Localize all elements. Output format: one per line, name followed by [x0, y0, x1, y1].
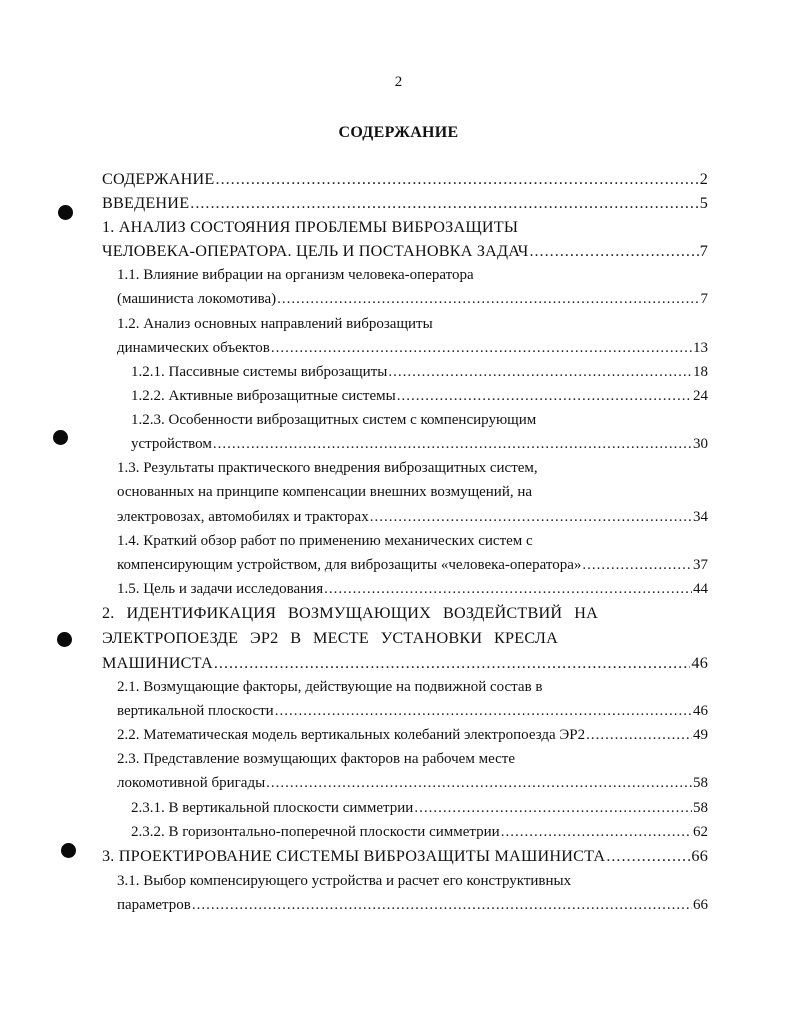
toc-entry-text: ВВЕДЕНИЕ — [102, 194, 190, 212]
toc-leader — [501, 821, 692, 843]
toc-entry-text: 3. ПРОЕКТИРОВАНИЕ СИСТЕМЫ ВИБРОЗАЩИТЫ МАШИНИСТА — [102, 847, 606, 865]
toc-entry-text: 2.2. Математическая модель вертикальных колебаний электропоезда ЭР2 — [117, 727, 586, 743]
toc-entry-text: 1.5. Цель и задачи исследования — [117, 581, 324, 597]
toc-entry-text: 1.4. Краткий обзор работ по применению механических систем с — [117, 533, 533, 549]
toc-entry-text: параметров — [117, 897, 191, 913]
toc-leader — [388, 361, 692, 383]
toc-leader — [414, 797, 692, 819]
punch-hole — [58, 205, 73, 220]
toc-leader — [277, 288, 699, 310]
toc-entry[interactable] — [117, 772, 708, 794]
toc-entry-text: 1. АНАЛИЗ СОСТОЯНИЯ ПРОБЛЕМЫ ВИБРОЗАЩИТЫ — [102, 218, 519, 236]
toc-leader — [606, 845, 690, 867]
toc-entry[interactable] — [117, 870, 708, 892]
toc-leader — [192, 894, 692, 916]
toc-entry-text: компенсирующим устройством, для виброзащиты «человека-оператора» — [117, 557, 582, 573]
toc-entry[interactable] — [117, 288, 708, 310]
toc-entry-text: вертикальной плоскости — [117, 703, 274, 719]
toc-entry-page: 18 — [693, 364, 708, 380]
toc-entry-text: 1.2.1. Пассивные системы виброзащиты — [131, 364, 388, 380]
toc-entry-text: МАШИНИСТА — [102, 654, 213, 672]
toc-leader — [190, 192, 698, 214]
toc-entry[interactable] — [117, 724, 708, 746]
toc-entry[interactable] — [117, 894, 708, 916]
punch-hole — [57, 632, 72, 647]
toc-entry-page: 44 — [693, 581, 708, 597]
toc-entry-page: 5 — [699, 194, 708, 212]
toc-entry[interactable] — [102, 240, 708, 262]
toc-entry-text: 1.2.3. Особенности виброзащитных систем с компенсирующим — [131, 412, 537, 428]
punch-hole — [61, 843, 76, 858]
toc-entry-text: СОДЕРЖАНИЕ — [102, 170, 215, 188]
toc-entry-page: 7 — [700, 291, 708, 307]
toc-leader — [266, 772, 692, 794]
toc-entry[interactable] — [117, 578, 708, 600]
toc-leader — [213, 433, 692, 455]
toc-entry[interactable] — [102, 192, 708, 214]
toc-entry-text: 1.1. Влияние вибрации на организм человека-оператора — [117, 267, 474, 283]
toc-entry-text: электровозах, автомобилях и тракторах — [117, 509, 369, 525]
toc-entry[interactable] — [117, 506, 708, 528]
toc-entry-page: 58 — [693, 775, 708, 791]
toc-entry-page: 66 — [691, 847, 708, 865]
toc-entry[interactable] — [117, 481, 708, 503]
toc-entry-page: 58 — [693, 800, 708, 816]
toc-leader — [324, 578, 692, 600]
toc-entry[interactable] — [102, 845, 708, 867]
toc-entry-text: 2.3.1. В вертикальной плоскости симметрии — [131, 800, 414, 816]
page-number: 2 — [394, 74, 403, 90]
punch-hole — [53, 430, 68, 445]
toc-entry[interactable] — [102, 652, 708, 674]
toc-entry-page: 66 — [693, 897, 708, 913]
toc-entry[interactable] — [131, 821, 708, 843]
toc-entry[interactable] — [117, 748, 708, 770]
toc-entry[interactable] — [117, 530, 708, 552]
toc-entry-text: основанных на принципе компенсации внешних возмущений, на — [117, 484, 533, 500]
toc-entry-page: 46 — [693, 703, 708, 719]
toc-entry-text: устройством — [131, 436, 212, 452]
toc-entry-text: 1.2. Анализ основных направлений виброзащиты — [117, 316, 433, 332]
toc-entry-text: 2. ИДЕНТИФИКАЦИЯ ВОЗМУЩАЮЩИХ ВОЗДЕЙСТВИЙ НА — [102, 604, 598, 622]
toc-entry-text: 2.3.2. В горизонтально-поперечной плоскости симметрии — [131, 824, 500, 840]
toc-entry[interactable] — [117, 264, 708, 286]
page-title: СОДЕРЖАНИЕ — [338, 124, 459, 141]
toc-entry[interactable] — [117, 337, 708, 359]
toc-entry-page: 7 — [699, 242, 708, 260]
toc-entry-text: 2.3. Представление возмущающих факторов на рабочем месте — [117, 751, 515, 767]
toc-entry-page: 37 — [693, 557, 708, 573]
toc-leader — [582, 554, 692, 576]
toc-leader — [216, 168, 699, 190]
toc-leader — [586, 724, 692, 746]
toc-entry-page: 34 — [693, 509, 708, 525]
toc-leader — [370, 506, 692, 528]
toc-entry-page: 13 — [693, 340, 708, 356]
toc-leader — [275, 700, 692, 722]
toc-entry[interactable] — [117, 457, 708, 479]
toc-entry[interactable] — [131, 361, 708, 383]
toc-entry[interactable] — [102, 627, 558, 649]
toc-entry-text: (машиниста локомотива) — [117, 291, 277, 307]
toc-entry-text: 1.2.2. Активные виброзащитные системы — [131, 388, 396, 404]
toc-entry[interactable] — [117, 676, 708, 698]
toc-entry[interactable] — [117, 554, 708, 576]
toc-entry[interactable] — [131, 385, 708, 407]
toc-entry-text: 1.3. Результаты практического внедрения виброзащитных систем, — [117, 460, 538, 476]
toc-entry-text: динамических объектов — [117, 340, 270, 356]
toc-entry[interactable] — [117, 313, 708, 335]
toc-entry-text: локомотивной бригады — [117, 775, 266, 791]
toc-entry-page: 46 — [691, 654, 708, 672]
toc-entry-page: 2 — [699, 170, 708, 188]
toc-entry[interactable] — [102, 216, 708, 238]
toc-entry-text: 2.1. Возмущающие факторы, действующие на подвижной состав в — [117, 679, 543, 695]
toc-leader — [529, 240, 698, 262]
toc-leader — [271, 337, 692, 359]
toc-leader — [397, 385, 692, 407]
toc-leader — [214, 652, 691, 674]
toc-entry-page: 24 — [693, 388, 708, 404]
toc-entry-page: 62 — [693, 824, 708, 840]
toc-entry-page: 30 — [693, 436, 708, 452]
toc-entry[interactable] — [131, 409, 708, 431]
toc-entry[interactable] — [117, 700, 708, 722]
toc-entry[interactable] — [131, 433, 708, 455]
toc-entry[interactable] — [102, 602, 598, 624]
toc-entry[interactable] — [102, 168, 708, 190]
toc-entry-text: 3.1. Выбор компенсирующего устройства и расчет его конструктивных — [117, 873, 572, 889]
toc-entry-page: 49 — [693, 727, 708, 743]
toc-entry-text: ЧЕЛОВЕКА-ОПЕРАТОРА. ЦЕЛЬ И ПОСТАНОВКА ЗАДАЧ — [102, 242, 529, 260]
toc-entry[interactable] — [131, 797, 708, 819]
toc-entry-text: ЭЛЕКТРОПОЕЗДЕ ЭР2 В МЕСТЕ УСТАНОВКИ КРЕСЛА — [102, 629, 558, 647]
